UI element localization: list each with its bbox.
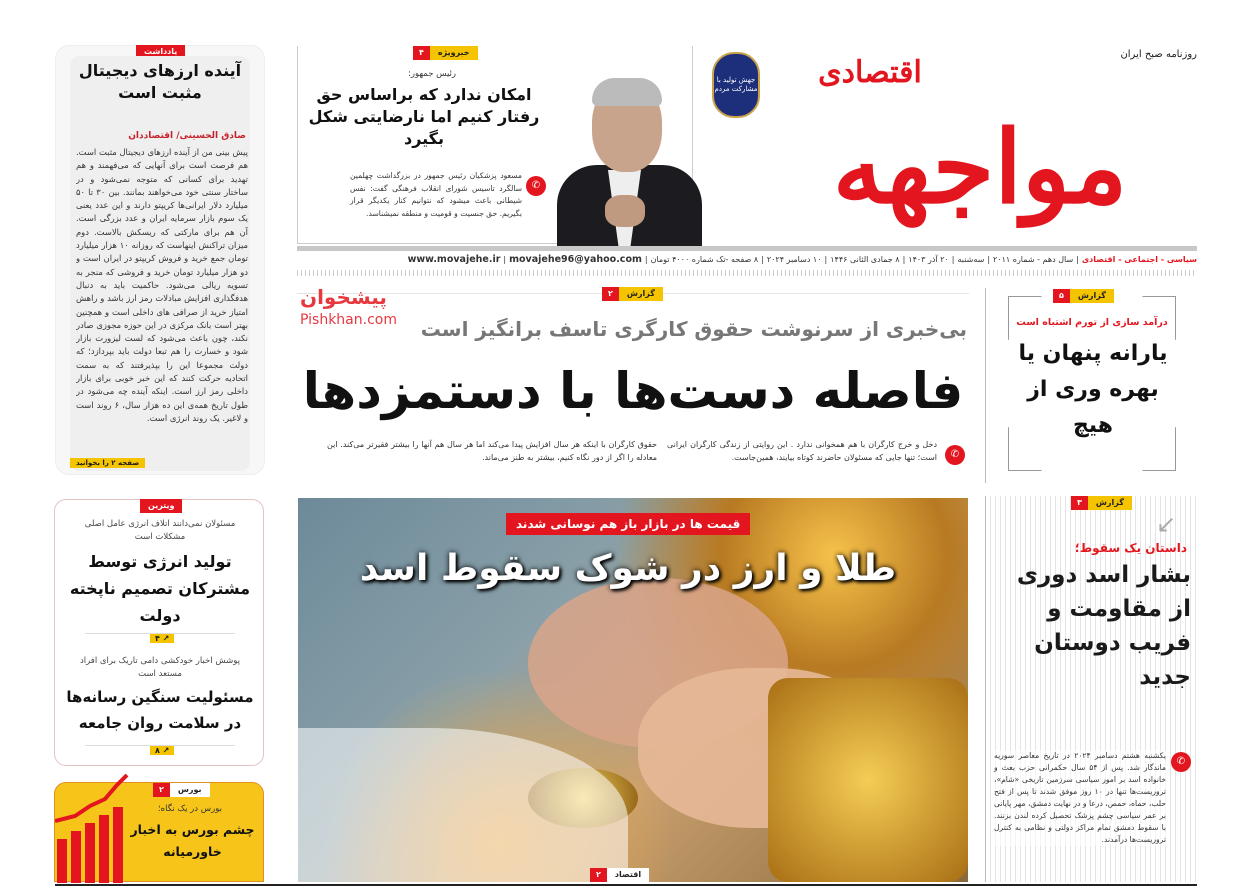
page-number: ۳ (1071, 496, 1088, 510)
email-link[interactable]: movajehe96@yahoo.com (509, 254, 642, 265)
page-number: ۴ (155, 634, 160, 643)
date-en: ۱۰ دسامبر ۲۰۲۴ (766, 255, 822, 264)
tag-label: گزارش (619, 287, 663, 301)
bourse-tag (153, 783, 210, 797)
president-tag (413, 46, 478, 60)
page-number: ۲ (590, 868, 607, 882)
gold-photo (298, 498, 968, 882)
bourse-box (54, 782, 264, 882)
vitrine-headline-2[interactable]: مسئولیت سنگین رسانه‌ها در سلامت روان جامعه (66, 688, 254, 732)
tag-label: بورس (170, 783, 210, 797)
opinion-box (55, 45, 265, 475)
logo-pin-icon: ✆ (1171, 752, 1191, 772)
opinion-author: صادق الحسینی/ اقتصاددان (128, 131, 246, 141)
read-more-link[interactable]: صفحه ۲ را بخوانید (70, 458, 145, 468)
arrow-icon: ↙ (1156, 510, 1177, 538)
lead-tag (602, 287, 663, 301)
bottom-rule (55, 884, 1197, 886)
watermark-url: Pishkhan.com (300, 312, 397, 328)
tag-label: ویترین (140, 499, 182, 513)
issue: سال دهم - شماره ۲۰۱۱ (993, 255, 1074, 264)
vitrine-box (54, 499, 264, 766)
opinion-body: پیش بینی من از آینده ارزهای دیجیتال مثبت است. هم فرصت است برای آنهایی که می‌فهمند و هم تهدید برای کسانی که متوجه نمی‌شود و در ساختار سنتی خود می‌خواهند بمانند. بین ۳۰ تا ۵۰ میلیارد دلار ایرانی‌ها کریپتو دارند و این عدد یعنی یک سوم بازار سرمایه ایران و عدد بزرگی است. آن هم برای مارکتی که ریسکش بالاست. دوم میزان تراکنش اینهاست که روزانه ۱۰ هزار میلیارد تومان جمع خرید و فروش کریپتو در ایران است و دو هزار میلیارد تومان خرید و فروشی که منجر به تسویه ریالی می‌شود. حاکمیت باید به دنبال هدفگذاری افزایش مبادلات رمز ارز باشد و راهش امتیاز خرید از صرافی های داخلی است و همچنین بهتر است بانک مرکزی در این حوزه مجوزی صادر نکند، چون باعث می‌شود که لست لیزورت بازار شود و خسارت را هم تبعا دولت باید بپردازد؛ که دولت مجموعا این را بپذیرفتند که به سمت اتحادیه حرکت کنند که این خبر خوبی برای بازار داخلی رمز ارز است. اینکه آینده چه می‌شود در طول تاریخ همه‌ی این ده هزار سال، ۶ روند است و لاغیر. یک روند انرژی است. (76, 147, 248, 423)
page-number: ۸ (155, 746, 160, 755)
subsidy-box (985, 288, 1197, 483)
page-number: ۲ (602, 287, 619, 301)
lead-kicker: بی‌خبری از سرنوشت حقوق کارگری تاسف برانگیز است (420, 317, 967, 341)
tag-label: گزارش (1088, 496, 1132, 510)
lead-body-right: دخل و خرج کارگران با هم همخوانی ندارد . این روایتی از زندگی کارگران ایرانی است؛ تنها جایی که مسئولان حاضرند کوتاه بیایند، همین‌جاست. (667, 440, 937, 462)
opinion-headline: آینده ارزهای دیجیتال مثبت است (78, 61, 242, 102)
vitrine-headline-1[interactable]: تولید انرژی توسط مشترکان تصمیم ناپخته دولت (69, 552, 251, 625)
masthead-tagline: روزنامه صبح ایران (1120, 49, 1197, 60)
tag-label: اقتصاد (607, 868, 649, 882)
rising-chart-icon (55, 771, 130, 883)
logo-pin-icon: ✆ (526, 176, 546, 196)
tag-label: گزارش (1070, 289, 1114, 303)
divider (297, 246, 1197, 251)
weekday: سه‌شنبه (957, 255, 985, 264)
photo-kicker: قیمت ها در بازار باز هم نوسانی شدند (506, 513, 750, 535)
logo-pin-icon: ✆ (945, 445, 965, 465)
bourse-bar (85, 823, 95, 883)
tag-label: خبرویژه (430, 46, 478, 60)
assad-box (985, 496, 1197, 882)
assad-body: یکشنبه هشتم دسامبر ۲۰۲۴ در تاریخ معاصر سوریه ماندگار شد. پس از ۵۴ سال حکمرانی حزب بعث و خانواده اسد بر امور سیاسی سرزمین تاریخی «شام»، تروریست‌ها تنها در ۱۰ روز موفق شدند تا پس از فتح حلب، حماه، حمص، درعا و در نهایت دمشق، مهر پایانی بر عمر سیاسی چشم پزشک تحصیل کرده لندن بزنند. با سقوط دمشق تمام مراکز دولتی و نظامی به کنترل تروریست‌ها درآمدند. (994, 751, 1167, 844)
price: ۸ صفحه -تک شماره ۴۰۰۰ تومان (650, 255, 759, 264)
bourse-bar (113, 807, 123, 883)
president-body: مسعود پزشکیان رئیس جمهور در بزرگداشت چهلمین سالگرد تاسیس شورای انقلاب فرهنگی گفت: نفس شیطانی باعث میشود که نتوانیم کنار یکدیگر قرار بگیریم. حق جنسیت و قومیت و منطقه نمیشناسد. (350, 171, 522, 218)
sections: سیاسی - اجتماعی - اقتصادی (1081, 255, 1197, 264)
president-kicker: رئیس جمهور: (408, 69, 457, 79)
assad-tag (1071, 496, 1132, 510)
divider (297, 270, 1197, 276)
masthead (700, 40, 1205, 245)
lead-body-left: حقوق کارگران با اینکه هر سال افزایش پیدا می‌کند اما هر سال هم آنها را بیشتر فقیرتر می‌کند. این معادله را اگر از دور نگاه کنیم، بیشتر به طنز می‌ماند. (327, 440, 657, 462)
vitrine-kicker-2: پوشش اخبار خودکشی دامی تاریک برای افراد مستعد است (79, 656, 241, 679)
newspaper-logo-sub: اقتصادی (818, 55, 922, 90)
tag-label: یادداشت (136, 45, 185, 59)
page-ref[interactable]: ۸ ↗ (150, 746, 174, 755)
lead-headline[interactable]: فاصله دست‌ها با دستمزدها (302, 362, 964, 420)
date-hijri: ۸ جمادی الثانی ۱۴۴۶ (830, 255, 900, 264)
president-headline[interactable]: امکان ندارد که براساس حق رفتار کنیم اما نارضایتی شکل بگیرد (308, 85, 540, 148)
page-number: ۲ (153, 783, 170, 797)
vitrine-kicker-1: مسئولان نمی‌دانند اتلاف انرژی عامل اصلی مشکلات است (84, 519, 236, 542)
website-link[interactable]: www.movajehe.ir (407, 254, 501, 265)
subsidy-kicker: درآمد سازی از تورم اشتباه است (1016, 317, 1168, 328)
page-number: ۴ (413, 46, 430, 60)
assad-kicker: داستان یک سقوط؛ (1074, 541, 1187, 555)
watermark: پیشخوان (300, 285, 387, 309)
bourse-kicker: بورس در یک نگاه؛ (157, 804, 222, 814)
campaign-seal: جهش تولید با مشارکت مردم (712, 52, 760, 118)
bourse-bar (99, 815, 109, 883)
vitrine-tag (140, 499, 182, 513)
bourse-bar (57, 839, 67, 883)
bourse-bar (71, 831, 81, 883)
photo-headline[interactable]: طلا و ارز در شوک سقوط اسد (359, 548, 897, 589)
bourse-headline[interactable]: چشم بورس به اخبار خاورمیانه (130, 822, 255, 859)
president-photo (537, 70, 702, 248)
newspaper-logo[interactable]: مواجهه (832, 108, 1128, 226)
date-fa: ۲۰ آذر ۱۴۰۳ (908, 255, 949, 264)
page-number: ۵ (1053, 289, 1070, 303)
assad-headline[interactable]: بشار اسد دوری از مقاومت و فریب دوستان جدید (1016, 562, 1191, 690)
subsidy-headline[interactable]: یارانه پنهان یا بهره وری از هیچ (1018, 341, 1168, 438)
info-bar: سیاسی - اجتماعی - اقتصادی | سال دهم - شماره ۲۰۱۱ | سه‌شنبه | ۲۰ آذر ۱۴۰۳ | ۸ جمادی الثانی ۱۴۴۶ | ۱۰ دسامبر ۲۰۲۴ | ۸ صفحه -تک شماره ۴۰۰۰ تومان | movajehe96@yahoo.com | www.movajehe.ir (407, 254, 1197, 265)
subsidy-tag (1053, 289, 1114, 303)
page-ref[interactable]: ۴ ↗ (150, 634, 174, 643)
photo-tag (590, 868, 649, 882)
lead-story (297, 280, 969, 475)
